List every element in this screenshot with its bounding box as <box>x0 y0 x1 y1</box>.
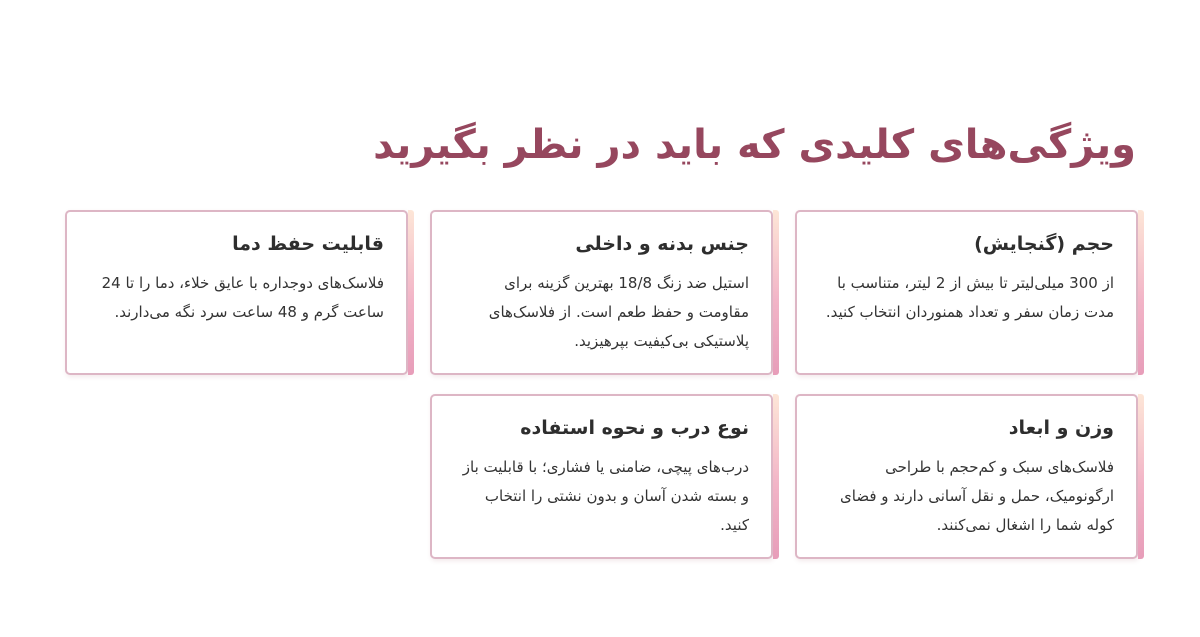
card-title: حجم (گنجایش) <box>974 233 1114 255</box>
feature-card-weight-dimensions <box>795 394 1138 559</box>
card-description: استیل ضد زنگ 18/8 بهترین گزینه برای مقاومت و حفظ طعم است. از فلاسک‌های پلاستیکی بی‌کیفیت بپرهیزید. <box>488 273 749 350</box>
feature-card-material <box>430 210 773 375</box>
feature-card-capacity <box>795 210 1138 375</box>
card-title: نوع درب و نحوه استفاده <box>520 417 749 439</box>
card-title: قابلیت حفظ دما <box>232 233 384 255</box>
card-description: فلاسک‌های سبک و کم‌حجم با طراحی ارگونومیک، حمل و نقل آسانی دارند و فضای کوله شما را اشغال نمی‌کنند. <box>840 457 1114 534</box>
card-title: وزن و ابعاد <box>1008 417 1114 439</box>
card-description: درب‌های پیچی، ضامنی یا فشاری؛ با قابلیت باز و بسته شدن آسان و بدون نشتی را انتخاب کنید. <box>462 457 749 534</box>
card-title: جنس بدنه و داخلی <box>575 233 749 255</box>
feature-card-temperature-retention <box>65 210 408 375</box>
page-title: ویژگی‌های کلیدی که باید در نظر بگیرید <box>373 122 1136 168</box>
card-description: از 300 میلی‌لیتر تا بیش از 2 لیتر، متناسب با مدت زمان سفر و تعداد همنوردان انتخاب کنید. <box>825 273 1114 321</box>
feature-card-lid-type <box>430 394 773 559</box>
card-description: فلاسک‌های دوجداره با عایق خلاء، دما را تا 24 ساعت گرم و 48 ساعت سرد نگه می‌دارند. <box>101 273 384 321</box>
